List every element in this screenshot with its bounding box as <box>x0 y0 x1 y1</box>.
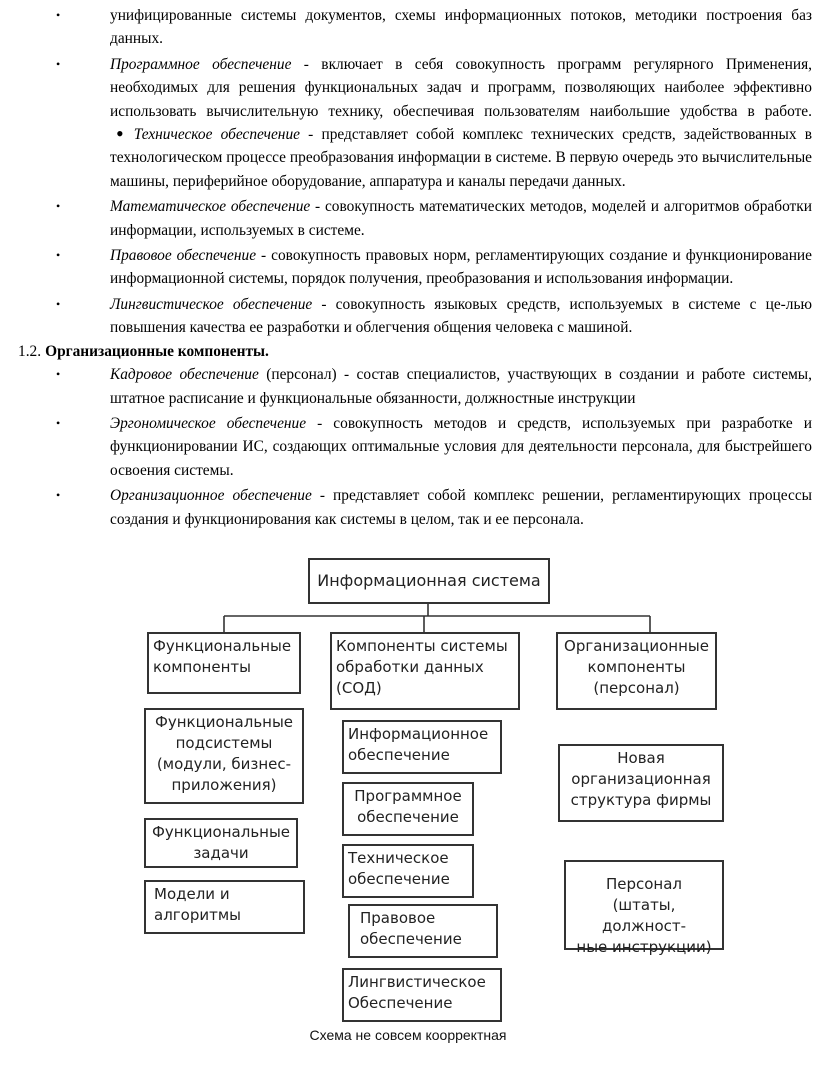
section-number: 1.2. <box>18 342 42 360</box>
item-text: - совокупность правовых норм, регламентирующих создание и функционирование информационной системы, порядок получения, преобразования и использования информации. <box>110 247 812 288</box>
list-item <box>0 195 816 242</box>
diagram-caption: Схема не совсем коорректная <box>309 1027 507 1043</box>
list-item <box>0 244 816 291</box>
sod-item-box: Техническое обеспечение <box>342 844 474 898</box>
item-term: Программное обеспечение <box>110 55 292 73</box>
item-term: Правовое обеспечение <box>110 247 257 265</box>
bullet: • <box>56 415 61 430</box>
item-term: Математическое обеспечение <box>110 198 311 216</box>
item-text: - включает в себя совокупность программ регулярного Применения, необходимых для решения функциональных задач и программ, позволяющих наиболее эффективно использовать вычислительную технику, обеспечивая пользователям наибольшие удобства в работе. <box>110 55 812 120</box>
bullet: • <box>56 248 61 263</box>
list-item <box>0 363 816 410</box>
bullet: • <box>56 56 61 71</box>
list-item <box>0 484 816 531</box>
bullet: • <box>56 8 61 22</box>
org-item-box: Персонал (штаты, должност- ные инструкции) <box>564 860 724 950</box>
column-head-organizational: Организационные компоненты (персонал) <box>556 632 717 710</box>
item-text: унифицированные системы документов, схемы информационных потоков, методики построения баз данных. <box>110 7 812 48</box>
list-item <box>0 412 816 482</box>
item-term: Организационное обеспечение <box>110 487 312 505</box>
section-heading <box>0 340 816 363</box>
list-item <box>0 4 816 51</box>
sod-item-box: Лингвистическое Обеспечение <box>342 968 502 1022</box>
functional-item-box: Функциональные подсистемы (модули, бизнес- приложения) <box>144 708 304 804</box>
item-term: Лингвистическое обеспечение <box>110 295 313 313</box>
structure-diagram <box>0 540 816 1040</box>
item-text: - совокупность методов и средств, используемых при разработке и функционировании ИС, создающих оптимальные условия для деятельности персонала, для быстрейшего освоения системы. <box>110 414 812 479</box>
item-text: - представляет собой комплекс технических средств, задействованных в технологическом процессе преобразования информации в системе. В первую очередь это вычислительные машины, периферийное оборудование, аппаратура и каналы передачи данных. <box>110 126 812 190</box>
item-text: (персонал) - состав специалистов, участвующих в создании и работе системы, штатное расписание и функциональные обязанности, должностные инструкции <box>110 366 812 407</box>
functional-item-box: Модели и алгоритмы <box>144 880 305 934</box>
item-term: Техническое обеспечение <box>133 126 300 144</box>
item-text: - совокупность языковых средств, используемых в системе с це-лью повышения качества ее разработки и облегчения общения человека с машиной. <box>110 295 812 337</box>
list-item <box>0 53 816 193</box>
sod-item-box: Программное обеспечение <box>342 782 474 836</box>
org-item-box: Новая организационная структура фирмы <box>558 744 724 822</box>
item-term: Эргономическое обеспечение <box>110 414 307 432</box>
column-head-functional: Функциональные компоненты <box>147 632 301 694</box>
sod-item-box: Информационное обеспечение <box>342 720 502 774</box>
item-text: - совокупность математических методов, моделей и алгоритмов обработки информации, используемых в системе. <box>110 198 812 239</box>
inline-bullet: • <box>116 121 124 147</box>
column-head-sod: Компоненты системы обработки данных (СОД) <box>330 632 520 710</box>
root-box: Информационная система <box>308 558 550 604</box>
bullet: • <box>56 367 61 382</box>
sod-item-box: Правовое обеспечение <box>348 904 498 958</box>
bullet: • <box>56 296 61 311</box>
bullet: • <box>56 488 61 503</box>
item-text: - представляет собой комплекс решении, регламентирующих процессы создания и функционирования как системы в целом, так и ее персонала. <box>110 487 812 528</box>
bullet: • <box>56 199 61 214</box>
item-term: Кадровое обеспечение <box>110 366 259 384</box>
list-item <box>0 293 816 340</box>
text-section <box>0 0 816 531</box>
section-title: Организационные компоненты. <box>45 342 269 360</box>
functional-item-box: Функциональные задачи <box>144 818 298 868</box>
